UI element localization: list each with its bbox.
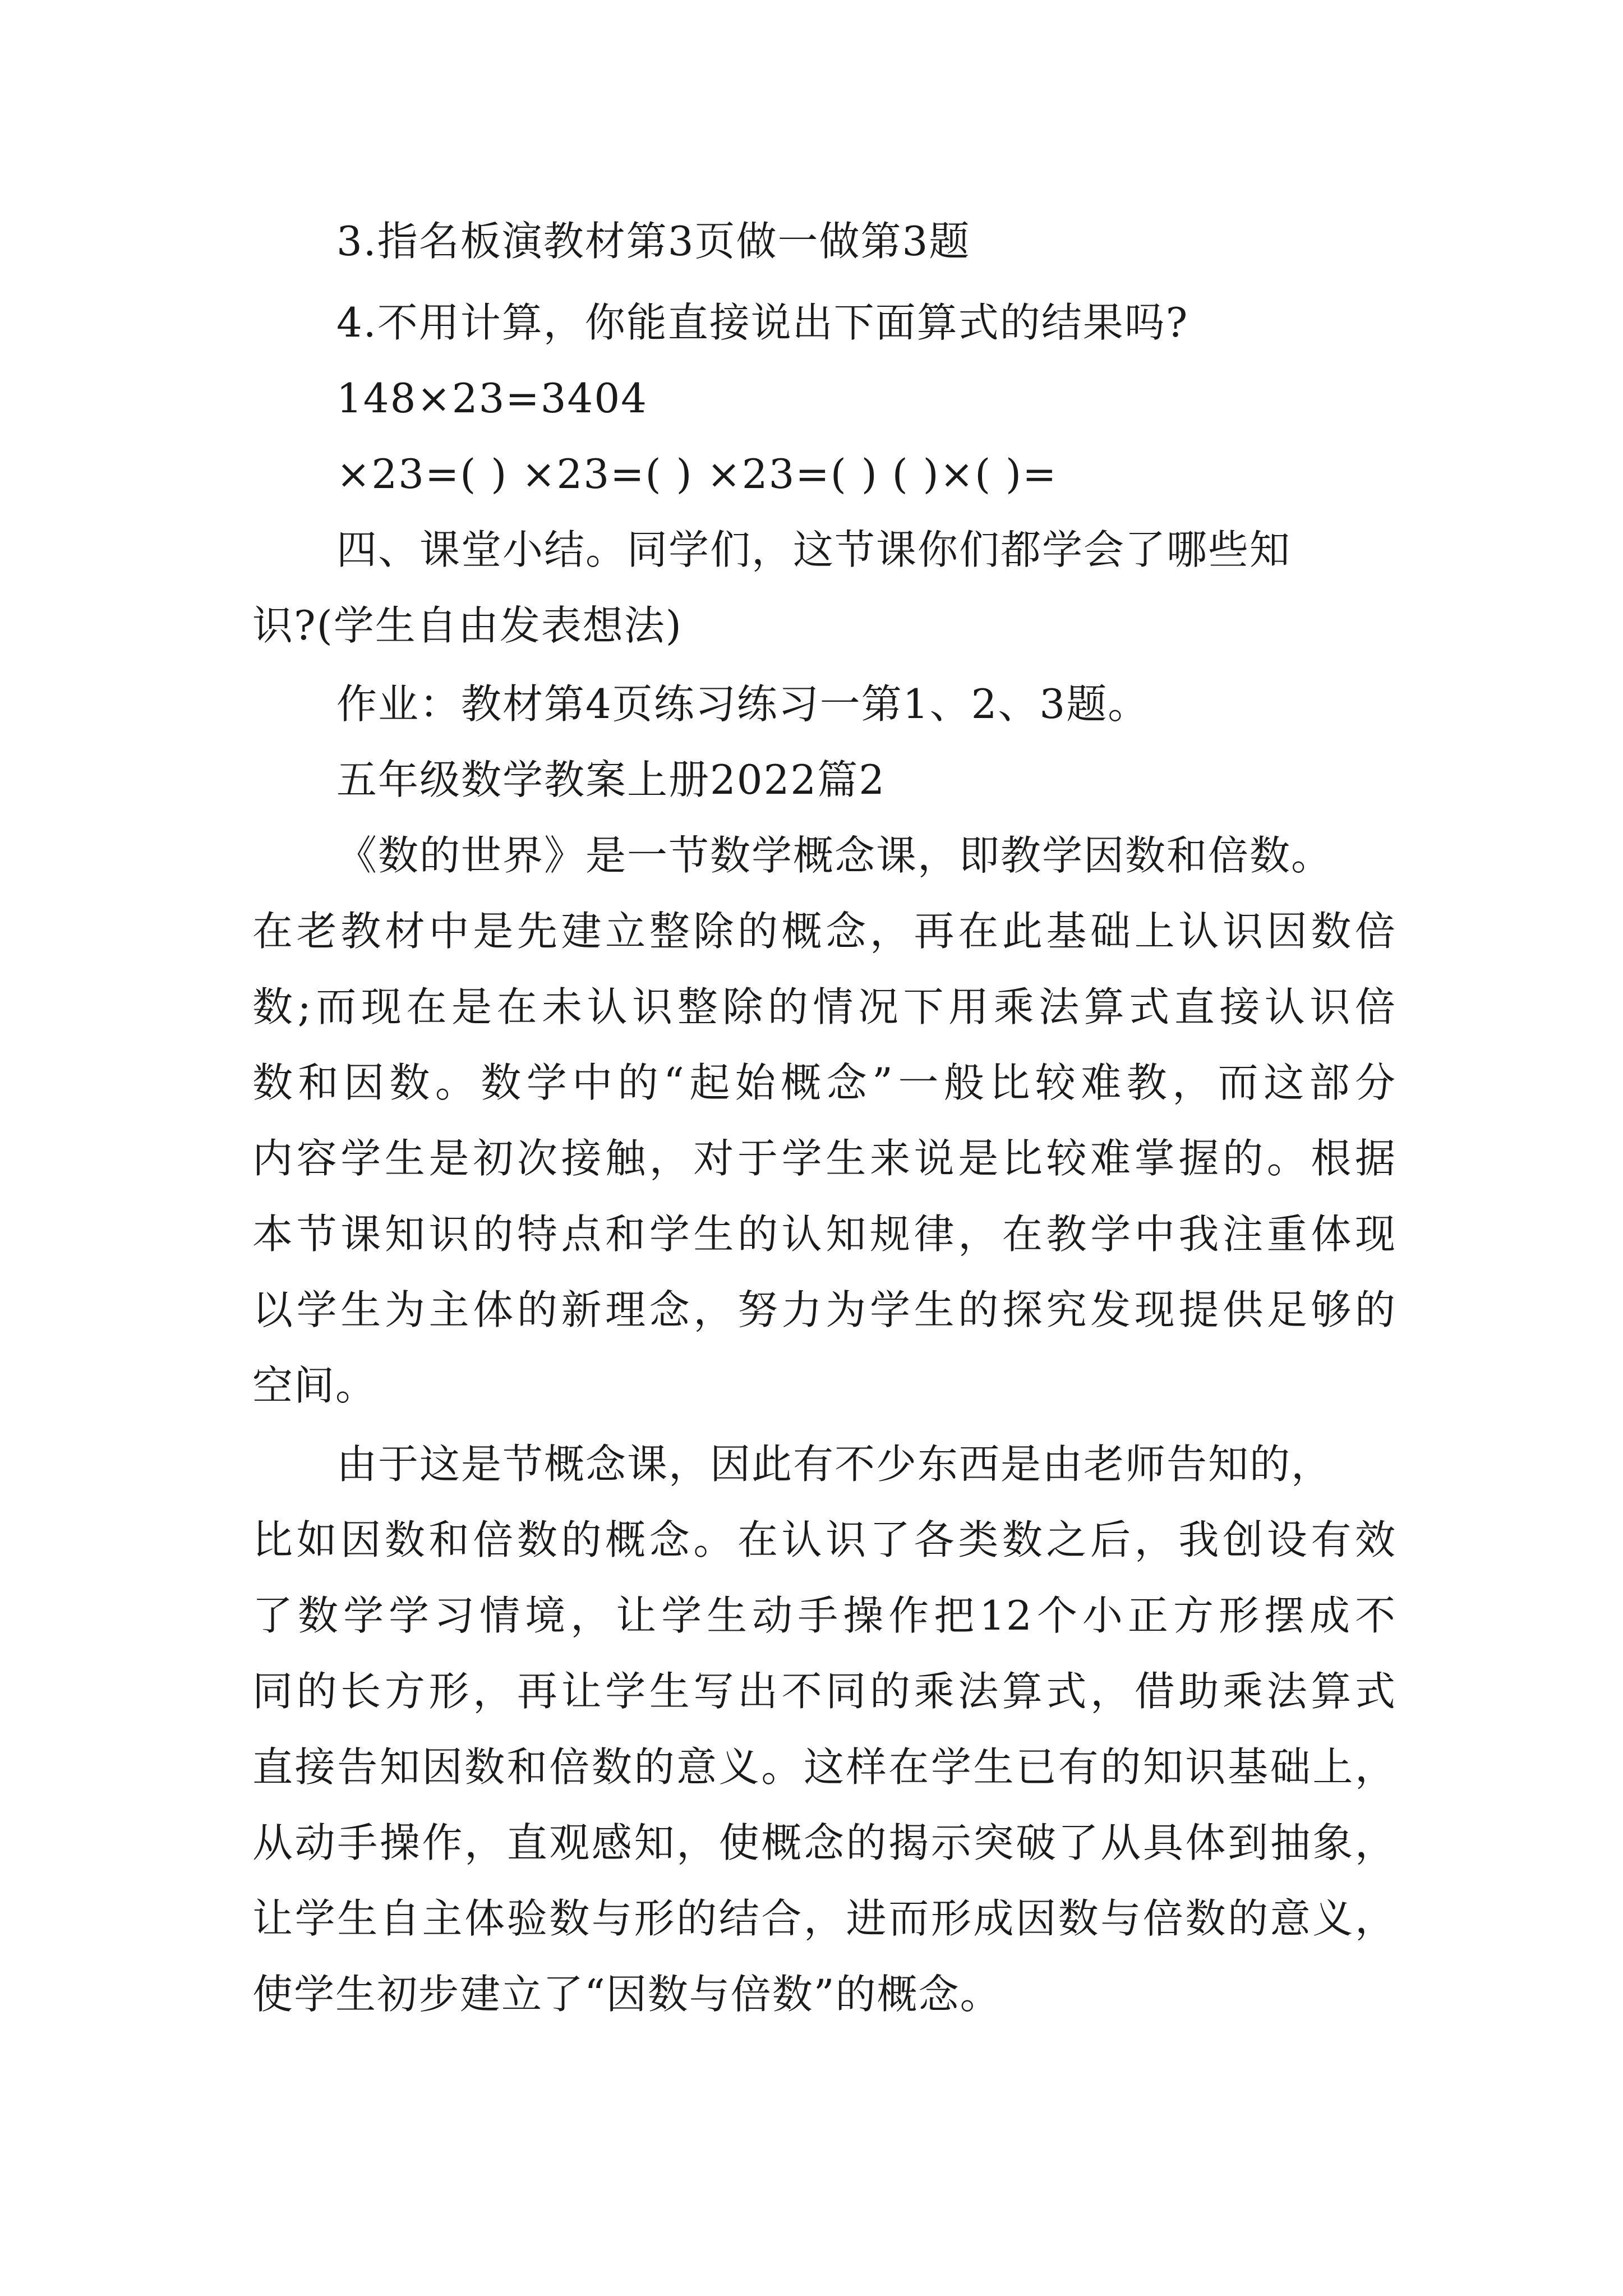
text-line: 内容学生是初次接触，对于学生来说是比较难掌握的。根据 [252, 1135, 1396, 1182]
text-line: 在老教材中是先建立整除的概念，再在此基础上认识因数倍 [252, 908, 1396, 955]
text-line: ×23=( ) ×23=( ) ×23=( ) ( )×( )= [336, 450, 1058, 498]
text-line: 同的长方形，再让学生写出不同的乘法算式，借助乘法算式 [252, 1668, 1396, 1715]
text-line: 4.不用计算，你能直接说出下面算式的结果吗? [336, 299, 1189, 346]
text-line: 从动手操作，直观感知，使概念的揭示突破了从具体到抽象， [252, 1819, 1396, 1866]
text-line: 148×23=3404 [336, 375, 648, 422]
text-line: 数和因数。数学中的“起始概念”一般比较难教，而这部分 [252, 1059, 1396, 1106]
text-line: 以学生为主体的新理念，努力为学生的探究发现提供足够的 [252, 1286, 1396, 1333]
text-line: 空间。 [252, 1362, 377, 1409]
text-line: 数;而现在是在未认识整除的情况下用乘法算式直接认识倍 [252, 983, 1396, 1030]
text-line: 让学生自主体验数与形的结合，进而形成因数与倍数的意义， [252, 1895, 1396, 1942]
text-line: 作业：教材第4页练习练习一第1、2、3题。 [336, 680, 1150, 728]
text-line: 识?(学生自由发表想法) [252, 602, 683, 649]
section-heading: 五年级数学教案上册2022篇2 [336, 756, 886, 803]
text-line: 3.指名板演教材第3页做一做第3题 [336, 218, 971, 265]
text-line: 《数的世界》是一节数学概念课，即教学因数和倍数。 [336, 832, 1333, 879]
text-line: 了数学学习情境，让学生动手操作把12个小正方形摆成不 [252, 1592, 1396, 1639]
text-line: 直接告知因数和倍数的意义。这样在学生已有的知识基础上， [252, 1743, 1396, 1791]
text-line: 由于这是节概念课，因此有不少东西是由老师告知的， [336, 1441, 1333, 1488]
text-line: 比如因数和倍数的概念。在认识了各类数之后，我创设有效 [252, 1516, 1396, 1563]
text-line: 本节课知识的特点和学生的认知规律，在教学中我注重体现 [252, 1211, 1396, 1258]
text-line: 使学生初步建立了“因数与倍数”的概念。 [252, 1971, 1002, 2018]
text-line: 四、课堂小结。同学们，这节课你们都学会了哪些知 [336, 526, 1292, 573]
